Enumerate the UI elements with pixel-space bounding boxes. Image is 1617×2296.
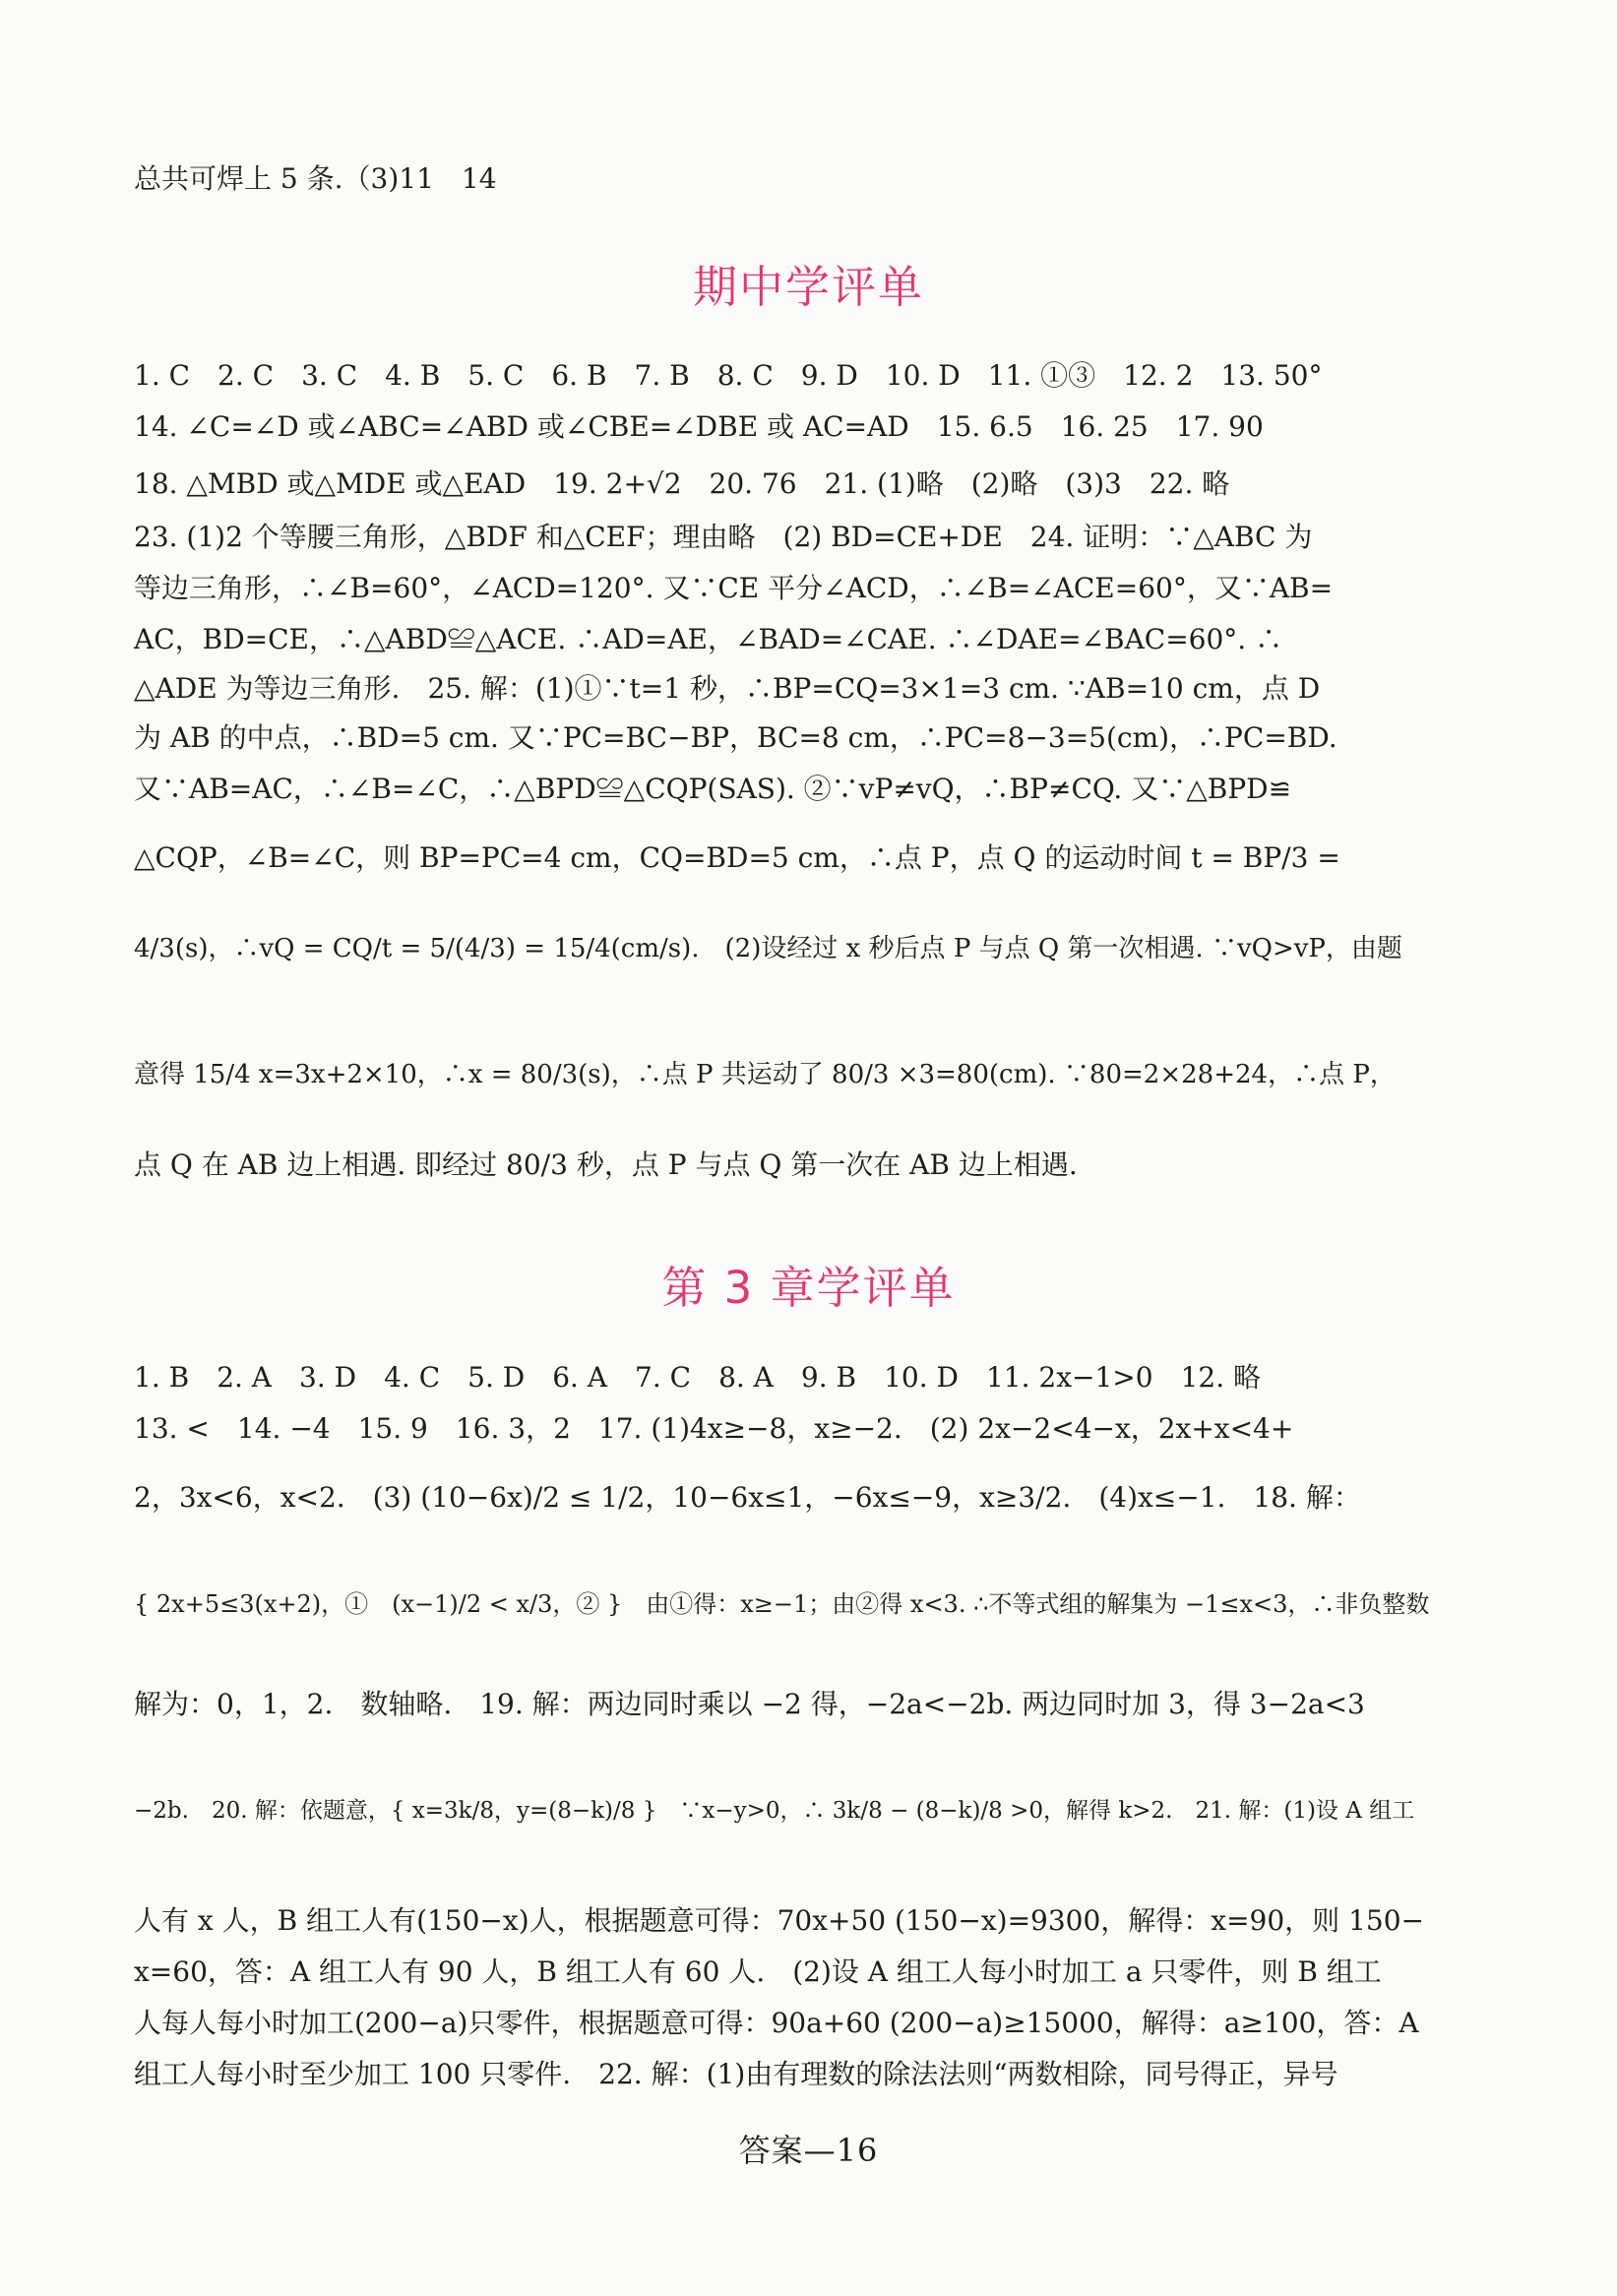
midterm-line-3: 18. △MBD 或△MDE 或△EAD 19. 2+√2 20. 76 21. (1)略 (2)略 (3)3 22. 略 — [134, 467, 1230, 500]
ch3-line-4: { 2x+5≤3(x+2)，① (x−1)/2 < x/3，② } 由①得：x≥−1；由②得 x<3. ∴不等式组的解集为 −1≤x<3，∴非负整数 — [134, 1590, 1430, 1618]
midterm-line-13: 点 Q 在 AB 边上相遇. 即经过 80/3 秒，点 P 与点 Q 第一次在 AB 边上相遇. — [134, 1148, 1078, 1181]
page-footer: 答案—16 — [738, 2132, 879, 2169]
midterm-line-4: 23. (1)2 个等腰三角形，△BDF 和△CEF；理由略 (2) BD=CE+DE 24. 证明：∵△ABC 为 — [134, 521, 1313, 553]
ch3-line-1: 1. B 2. A 3. D 4. C 5. D 6. A 7. C 8. A 9. B 10. D 11. 2x−1>0 12. 略 — [134, 1361, 1261, 1394]
midterm-line-9: 又∵AB=AC，∴∠B=∠C，∴△BPD≌△CQP(SAS). ②∵vP≠vQ，∴BP≠CQ. 又∵△BPD≌ — [134, 773, 1292, 805]
midterm-line-5: 等边三角形，∴∠B=60°，∠ACD=120°. 又∵CE 平分∠ACD，∴∠B=∠ACE=60°，又∵AB= — [134, 572, 1334, 604]
midterm-line-6: AC，BD=CE，∴△ABD≌△ACE. ∴AD=AE，∠BAD=∠CAE. ∴∠DAE=∠BAC=60°. ∴ — [134, 623, 1283, 655]
ch3-line-8: x=60，答：A 组工人有 90 人，B 组工人有 60 人. (2)设 A 组工人每小时加工 a 只零件，则 B 组工 — [134, 1955, 1382, 1988]
midterm-line-11: 4/3(s)，∴vQ = CQ/t = 5/(4/3) = 15/4(cm/s). (2)设经过 x 秒后点 P 与点 Q 第一次相遇. ∵vQ>vP，由题 — [134, 934, 1402, 963]
midterm-line-10: △CQP，∠B=∠C，则 BP=PC=4 cm，CQ=BD=5 cm，∴点 P，点 Q 的运动时间 t = BP/3 = — [134, 841, 1340, 874]
section-title-chapter3: 第 3 章学评单 — [661, 1262, 956, 1314]
section-title-midterm: 期中学评单 — [692, 261, 924, 313]
ch3-line-10: 组工人每小时至少加工 100 只零件. 22. 解：(1)由有理数的除法法则“两数相除，同号得正，异号 — [134, 2058, 1338, 2090]
ch3-line-3: 2，3x<6，x<2. (3) (10−6x)/2 ≤ 1/2，10−6x≤1，−6x≤−9，x≥3/2. (4)x≤−1. 18. 解： — [134, 1481, 1361, 1514]
midterm-line-7: △ADE 为等边三角形. 25. 解：(1)①∵t=1 秒，∴BP=CQ=3×1=3 cm. ∵AB=10 cm，点 D — [134, 672, 1321, 705]
midterm-line-1: 1. C 2. C 3. C 4. B 5. C 6. B 7. B 8. C 9. D 10. D 11. ①③ 12. 2 13. 50° — [134, 359, 1323, 392]
ch3-line-6: −2b. 20. 解：依题意，{ x=3k/8，y=(8−k)/8 } ∵x−y>0，∴ 3k/8 − (8−k)/8 >0，解得 k>2. 21. 解：(1)设 A 组工 — [134, 1798, 1415, 1824]
ch3-line-2: 13. < 14. −4 15. 9 16. 3，2 17. (1)4x≥−8，x≥−2. (2) 2x−2<4−x，2x+x<4+ — [134, 1412, 1294, 1445]
ch3-line-7: 人有 x 人，B 组工人有(150−x)人，根据题意可得：70x+50 (150−x)=9300，解得：x=90，则 150− — [134, 1904, 1424, 1937]
midterm-line-12: 意得 15/4 x=3x+2×10，∴x = 80/3(s)，∴点 P 共运动了 80/3 ×3=80(cm). ∵80=2×28+24，∴点 P， — [134, 1060, 1396, 1089]
top-line: 总共可焊上 5 条.（3)11 14 — [134, 162, 497, 195]
midterm-line-8: 为 AB 的中点，∴BD=5 cm. 又∵PC=BC−BP，BC=8 cm，∴PC=8−3=5(cm)，∴PC=BD. — [134, 721, 1337, 754]
ch3-line-9: 人每人每小时加工(200−a)只零件，根据题意可得：90a+60 (200−a)≥15000，解得：a≥100，答：A — [134, 2007, 1419, 2039]
ch3-line-5: 解为：0，1，2. 数轴略. 19. 解：两边同时乘以 −2 得，−2a<−2b. 两边同时加 3，得 3−2a<3 — [134, 1688, 1365, 1720]
midterm-line-2: 14. ∠C=∠D 或∠ABC=∠ABD 或∠CBE=∠DBE 或 AC=AD 15. 6.5 16. 25 17. 90 — [134, 410, 1264, 443]
